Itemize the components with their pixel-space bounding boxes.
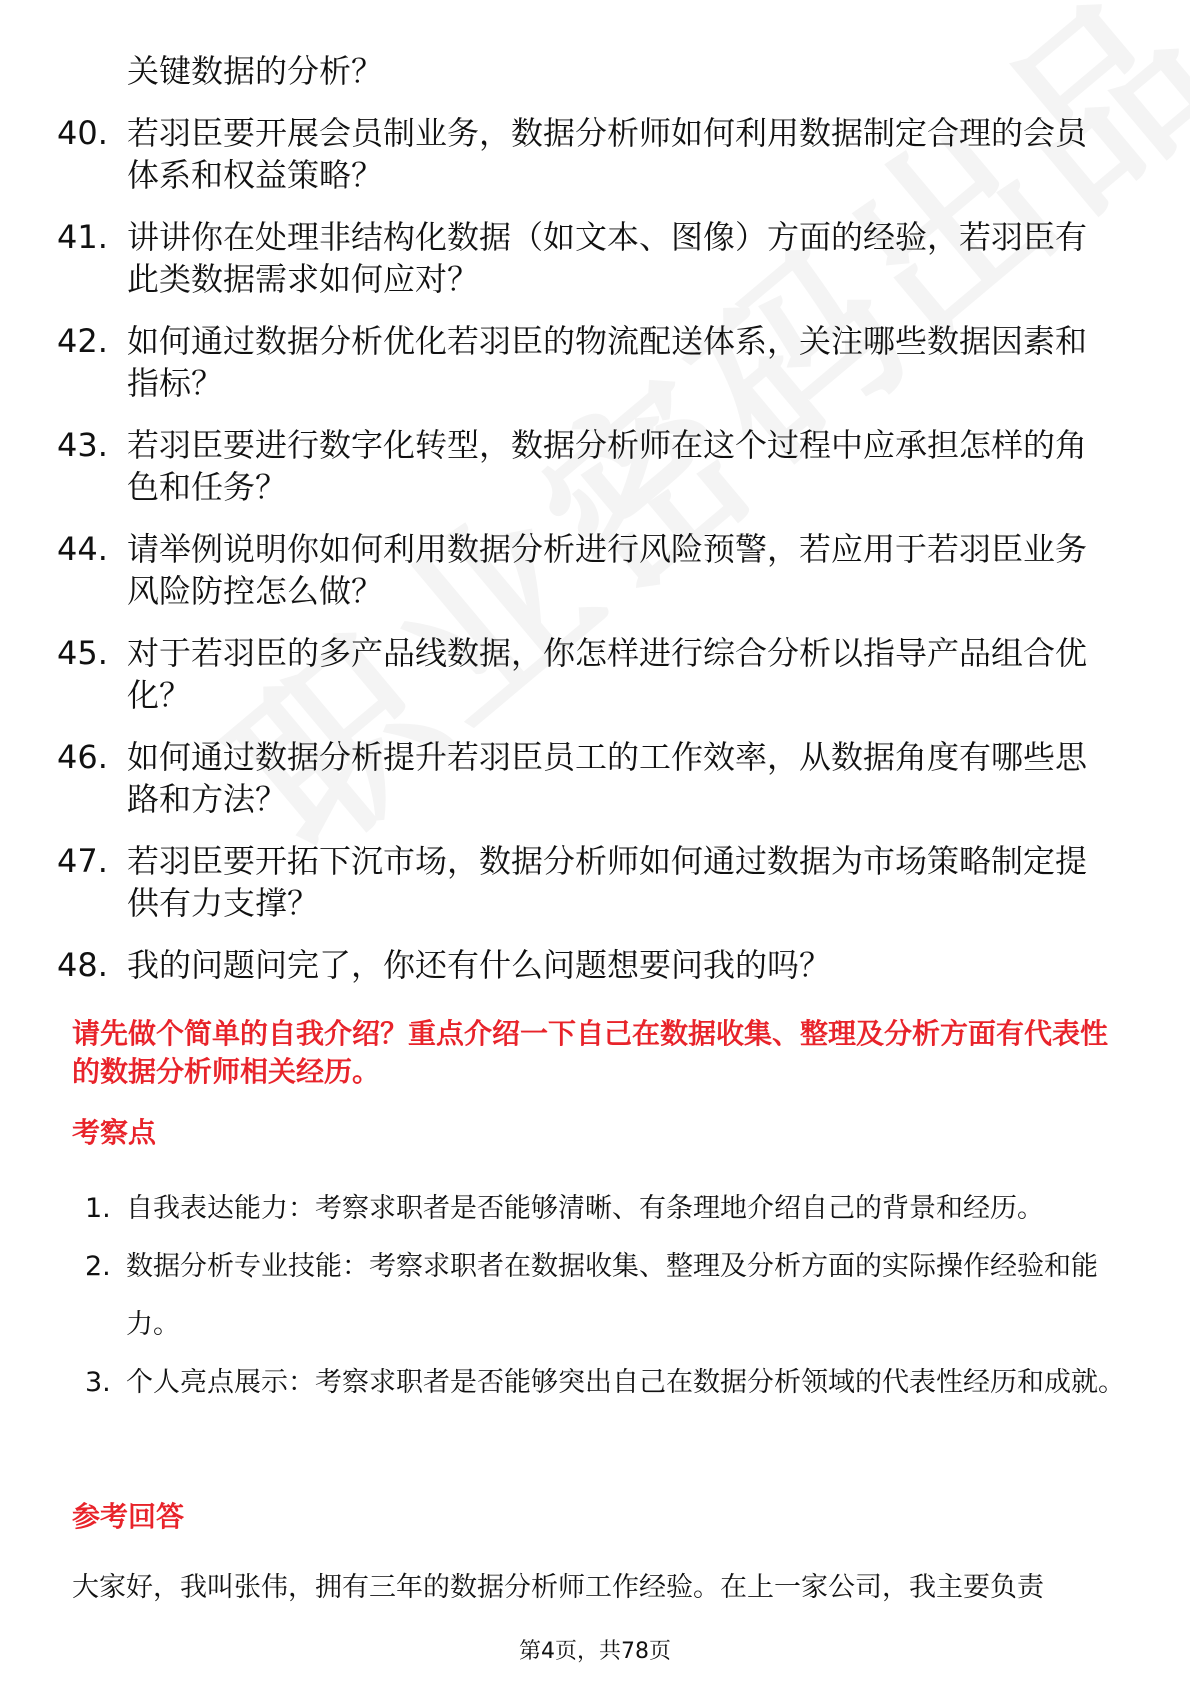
point-number: 1. [85,1193,111,1224]
question-text: 若羽臣要开拓下沉市场，数据分析师如何通过数据为市场策略制定提供有力支撑？ [127,842,1088,922]
question-number: 45. [57,634,108,672]
question-number: 44. [57,530,108,568]
question-item [57,424,1107,508]
question-text: 若羽臣要开展会员制业务，数据分析师如何利用数据制定合理的会员体系和权益策略？ [127,114,1088,194]
question-text: 对于若羽臣的多产品线数据，你怎样进行综合分析以指导产品组合优化？ [127,634,1088,714]
point-text: 数据分析专业技能：考察求职者在数据收集、整理及分析方面的实际操作经验和能力。 [126,1251,1098,1340]
question-text: 请举例说明你如何利用数据分析进行风险预警，若应用于若羽臣业务风险防控怎么做？ [127,530,1088,610]
question-number: 42. [57,322,108,360]
highlight-question: 请先做个简单的自我介绍？重点介绍一下自己在数据收集、整理及分析方面有代表性的数据分析师相关经历。 [72,1017,1109,1088]
question-number: 46. [57,738,108,776]
question-text: 讲讲你在处理非结构化数据（如文本、图像）方面的经验，若羽臣有此类数据需求如何应对？ [127,218,1088,298]
question-item [57,320,1107,404]
point-number: 3. [85,1367,111,1398]
question-item [57,112,1107,196]
question-text: 如何通过数据分析优化若羽臣的物流配送体系，关注哪些数据因素和指标？ [127,322,1088,402]
question-number: 41. [57,218,108,256]
assessment-point [85,1180,1125,1238]
answer-paragraph: 大家好，我叫张伟，拥有三年的数据分析师工作经验。在上一家公司，我主要负责 [72,1572,1044,1603]
assessment-points [85,1180,1125,1412]
question-text: 我的问题问完了，你还有什么问题想要问我的吗？ [127,946,832,984]
point-number: 2. [85,1251,111,1282]
question-text: 若羽臣要进行数字化转型，数据分析师在这个过程中应承担怎样的角色和任务？ [127,426,1088,506]
question-number: 40. [57,114,108,152]
question-continuation: 关键数据的分析？ [127,52,384,90]
point-text: 自我表达能力：考察求职者是否能够清晰、有条理地介绍自己的背景和经历。 [126,1193,1044,1224]
question-number: 43. [57,426,108,464]
section-title-answer: 参考回答 [72,1500,185,1533]
section-title-kaocha: 考察点 [72,1116,157,1149]
question-item [57,736,1107,820]
question-item [57,216,1107,300]
question-number: 48. [57,946,108,984]
question-item [57,944,1107,986]
assessment-point [85,1354,1125,1412]
assessment-point [85,1238,1125,1354]
question-item [57,632,1107,716]
question-text: 如何通过数据分析提升若羽臣员工的工作效率，从数据角度有哪些思路和方法？ [127,738,1088,818]
point-text: 个人亮点展示：考察求职者是否能够突出自己在数据分析领域的代表性经历和成就。 [126,1367,1125,1398]
question-number: 47. [57,842,108,880]
page-footer: 第4页，共78页 [519,1639,671,1664]
question-item [57,840,1107,924]
question-item [57,528,1107,612]
question-list [57,112,1107,1006]
